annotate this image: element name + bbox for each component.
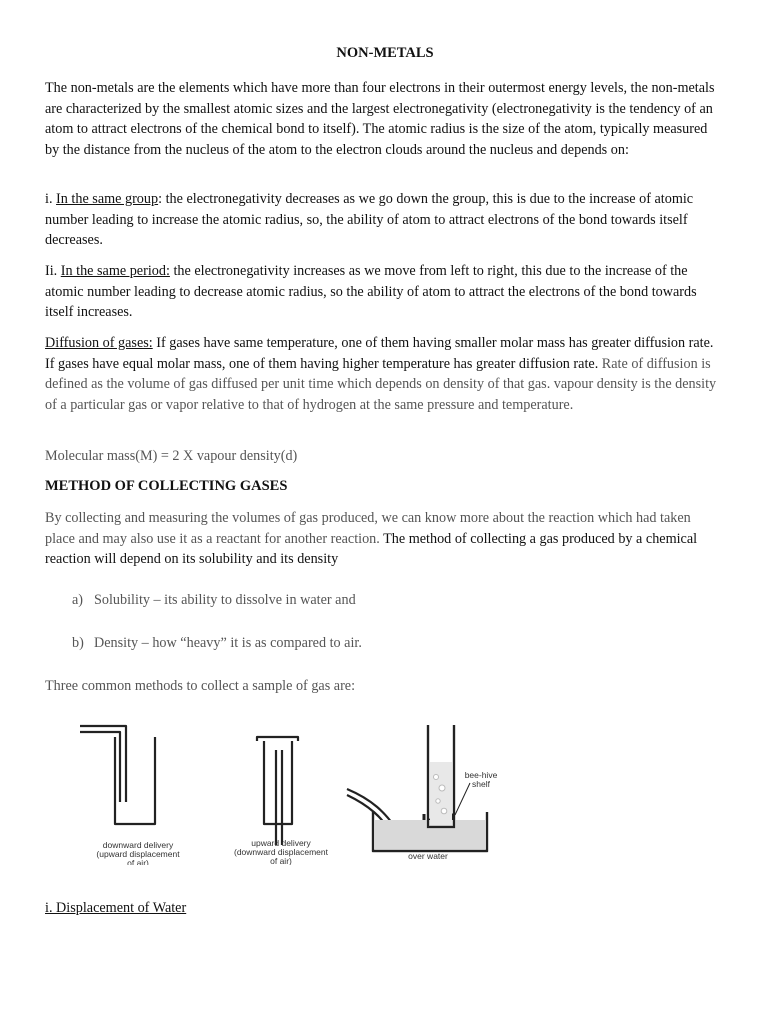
- caption-downward-line1: downward delivery: [102, 840, 174, 850]
- caption-upward-line2: (downward displacement: [233, 847, 329, 857]
- caption-upward-line3: of air): [270, 856, 292, 865]
- point-prefix: Ii.: [45, 263, 61, 279]
- collecting-text: The method of collecting a gas produced by a chemical reaction will depend on its solubility and its density: [45, 530, 698, 567]
- diffusion-grey-text: Rate of diffusion is defined as the volume of gas diffused per unit time which depends on density of that gas. vapour density is the density of a particular gas or vapor relative to that of hydrogen at the same pressure and temperature.: [45, 355, 717, 413]
- downward-delivery-apparatus: [80, 726, 155, 824]
- list-marker: a): [72, 592, 84, 608]
- diffusion-label: Diffusion of gases:: [45, 335, 153, 351]
- list-item: [72, 590, 356, 611]
- caption-downward-line3: of air): [127, 858, 149, 865]
- list-item: [72, 633, 362, 654]
- caption-upward-line1: upward delivery: [251, 838, 311, 848]
- point-label: In the same group: [56, 191, 159, 207]
- formula-line: Molecular mass(M) = 2 X vapour density(d): [45, 448, 298, 464]
- list-text: Solubility – its ability to dissolve in water and: [94, 592, 356, 608]
- diffusion-paragraph: [45, 333, 721, 415]
- point-text: : the electronegativity decreases as we go down the group, this is due to the increase of atomic number leading to increase the atomic radius, so, the ability of atom to attract electrons of the bond towards itself decreases.: [45, 191, 694, 248]
- point-label: In the same period:: [60, 263, 170, 279]
- caption-over-water: over water: [408, 851, 448, 861]
- list-marker: b): [72, 635, 84, 651]
- upward-delivery-apparatus: [257, 737, 298, 845]
- collecting-paragraph: [45, 508, 721, 570]
- collecting-grey-text: By collecting and measuring the volumes of gas produced, we can know more about the reaction which had taken place and may also use it as a reactant for another reaction.: [45, 510, 691, 547]
- shelf-label-line2: shelf: [472, 779, 490, 789]
- point-text: the electronegativity increases as we move from left to right, this due to the increase of the atomic number leading to decrease atomic radius, so the ability of atom to attract the electrons of the bond towards itself increases.: [45, 263, 697, 320]
- methods-intro: Three common methods to collect a sample of gas are:: [45, 678, 356, 694]
- gas-jar-water: [430, 762, 452, 825]
- list-text: Density – how “heavy” it is as compared to air.: [94, 635, 362, 651]
- intro-paragraph: The non-metals are the elements which have more than four electrons in their outermost energy levels, the non-metals are characterized by the smallest atomic sizes and the largest electronegativity (electronegativity is the tendency of an atom to attract electrons of the chemical bond to itself). The atomic radius is the size of the atom, typically measured by the distance from the nucleus of the atom to the electron clouds around the nucleus and depends on:: [45, 80, 715, 158]
- section-link-displacement-of-water[interactable]: i. Displacement of Water: [45, 900, 187, 916]
- point-same-group: [45, 189, 721, 251]
- gas-collection-figure: [45, 715, 555, 865]
- point-same-period: [45, 261, 721, 323]
- page-title: NON-METALS: [336, 45, 434, 61]
- shelf-label-line1: bee-hive: [464, 770, 498, 780]
- gas-collection-diagram: [45, 715, 555, 865]
- diffusion-text: If gases have same temperature, one of them having smaller molar mass has greater diffusion rate. If gases have equal molar mass, one of them having higher temperature has greater diffusion rate.: [45, 335, 714, 372]
- section-heading: METHOD OF COLLECTING GASES: [45, 478, 288, 494]
- point-prefix: i.: [45, 191, 57, 207]
- caption-downward-line2: (upward displacement: [96, 849, 180, 859]
